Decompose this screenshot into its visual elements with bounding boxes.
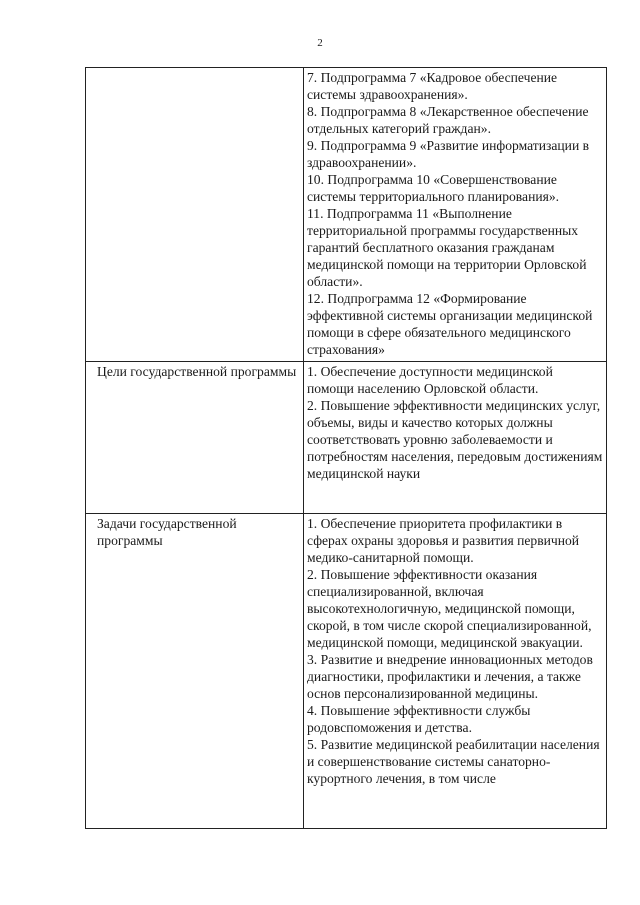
list-item: 7. Подпрограмма 7 «Кадровое обеспечение системы здравоохранения». [307,70,558,102]
table-row-goals [86,362,607,514]
list-item: 1. Обеспечение приоритета профилактики в сферах охраны здоровья и развития первичной медико-санитарной помощи. [307,516,580,565]
table-row-subprograms [86,68,607,362]
list-item: 3. Развитие и внедрение инновационных методов диагностики, профилактики и лечения, а также основ персонализированной медицины. [307,652,593,701]
tasks-cell [304,514,607,829]
program-passport-table [85,67,607,829]
list-item: 10. Подпрограмма 10 «Совершенствование системы территориального планирования». [307,172,560,204]
table-row-tasks [86,514,607,829]
goals-label: Цели государственной программы [86,362,304,514]
list-item: 2. Повышение эффективности медицинских услуг, объемы, виды и качество которых должны соответствовать уровню заболеваемости и потребностям населения, передовым достижениям медицинской науки [307,398,603,481]
list-item: 2. Повышение эффективности оказания специализированной, включая высокотехнологичную, медицинской помощи, скорой, в том числе скорой специализированной, медицинской помощи, медицинской эвакуации. [307,567,592,650]
row-label-empty [86,68,304,362]
list-item: 1. Обеспечение доступности медицинской помощи населению Орловской области. [307,364,553,396]
tasks-label: Задачи государственной программы [86,514,304,829]
goals-cell [304,362,607,514]
list-item: 5. Развитие медицинской реабилитации населения и совершенствование системы санаторно-курортного лечения, в том числе [307,737,600,786]
list-item: 11. Подпрограмма 11 «Выполнение территориальной программы государственных гарантий бесплатного оказания гражданам медицинской помощи на территории Орловской области». [307,206,587,289]
list-item: 12. Подпрограмма 12 «Формирование эффективной системы организации медицинской помощи в сфере обязательного медицинского страхования» [307,291,593,357]
page-number: 2 [317,37,323,49]
list-item: 9. Подпрограмма 9 «Развитие информатизации в здравоохранении». [307,138,590,170]
list-item: 8. Подпрограмма 8 «Лекарственное обеспечение отдельных категорий граждан». [307,104,589,136]
subprograms-cell [304,68,607,362]
list-item: 4. Повышение эффективности службы родовспоможения и детства. [307,703,531,735]
